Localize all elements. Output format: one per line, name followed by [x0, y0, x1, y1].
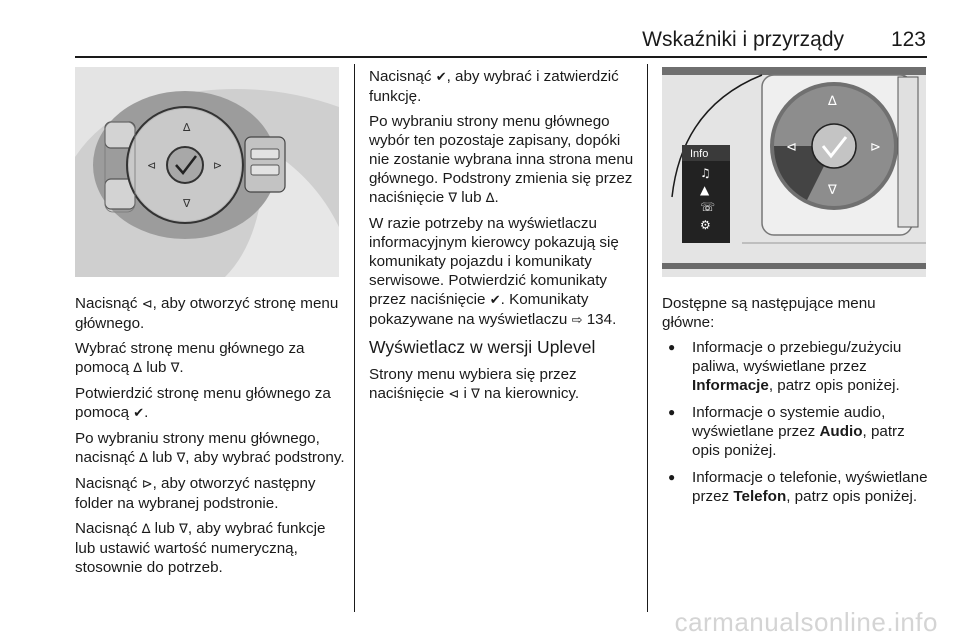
column-divider-2 — [647, 64, 648, 612]
column-2 — [369, 67, 639, 410]
column-3 — [662, 294, 932, 514]
paragraph: Nacisnąć ⊳, aby otworzyć następny folder na wybranej podstronie. — [75, 475, 316, 512]
page-header — [620, 28, 926, 58]
watermark: carmanualsonline.info — [674, 607, 938, 637]
header-rule — [75, 56, 927, 58]
phone-icon: ☏ — [700, 200, 716, 214]
arrow-reference-icon: ⇨ — [571, 313, 583, 328]
paragraph: Strony menu wybiera się przez naciśnięcie ⊲ i ∇ na kierownicy. — [369, 366, 580, 402]
svg-text:⊳: ⊳ — [213, 159, 223, 172]
list-item: ● Informacje o telefonie, wyświetlane przez Telefon, patrz opis poniżej. — [662, 468, 932, 506]
section-heading: Wyświetlacz w wersji Uplevel — [369, 337, 596, 357]
steering-wheel-controls-image — [75, 67, 339, 277]
paragraph: Potwierdzić stronę menu głównego za pomocą ✔. — [75, 385, 331, 421]
page-title: Wskaźniki i przyrządy — [642, 28, 844, 51]
music-note-icon: ♫ — [700, 166, 711, 180]
page-number: 123 — [890, 28, 926, 51]
paragraph: Wybrać stronę menu głównego za pomocą ∆ lub ∇. — [75, 340, 305, 376]
svg-text:⊳: ⊳ — [870, 140, 881, 155]
paragraph: W razie potrzeby na wyświetlaczu informacyjnym kierowcy pokazują się komunikaty pojazdu i komunikaty serwisowe. Potwierdzić komunikaty przez naciśnięcie ✔. Komunikaty pokazywane na wyświetlaczu ⇨ 134. — [369, 215, 619, 328]
svg-text:⊲: ⊲ — [147, 159, 157, 172]
svg-text:∇: ∇ — [828, 183, 837, 198]
svg-text:⊲: ⊲ — [786, 140, 797, 155]
svg-text:∆: ∆ — [828, 94, 837, 109]
paragraph: Nacisnąć ⊲, aby otworzyć stronę menu głównego. — [75, 295, 339, 332]
column-1 — [75, 294, 345, 583]
paragraph: Nacisnąć ✔, aby wybrać i zatwierdzić funkcję. — [369, 68, 619, 105]
svg-text:∆: ∆ — [183, 121, 191, 134]
list-item: ● Informacje o systemie audio, wyświetlane przez Audio, patrz opis poniżej. — [662, 403, 932, 460]
menu-list — [662, 338, 932, 506]
uplevel-display-image — [662, 67, 926, 277]
list-item: ● Informacje o przebiegu/zużyciu paliwa, wyświetlane przez Informacje, patrz opis poniżej. — [662, 338, 932, 395]
screen-info-label: Info — [690, 148, 709, 160]
svg-text:∇: ∇ — [183, 197, 191, 210]
paragraph: Po wybraniu strony menu głównego, nacisnąć ∆ lub ∇, aby wybrać podstrony. — [75, 430, 345, 466]
navigation-arrow-icon: ▲ — [700, 183, 710, 197]
paragraph: Nacisnąć ∆ lub ∇, aby wybrać funkcje lub ustawić wartość numeryczną, stosownie do potrzeb. — [75, 520, 326, 576]
paragraph: Po wybraniu strony menu głównego wybór ten pozostaje zapisany, dopóki nie zostanie wybrana inna strona menu głównego. Podstrony zmienia się przez naciśnięcie ∇ lub ∆. — [369, 113, 634, 206]
column-divider-1 — [354, 64, 355, 612]
gear-icon: ⚙ — [700, 218, 711, 232]
paragraph: Dostępne są następujące menu główne: — [662, 295, 876, 331]
